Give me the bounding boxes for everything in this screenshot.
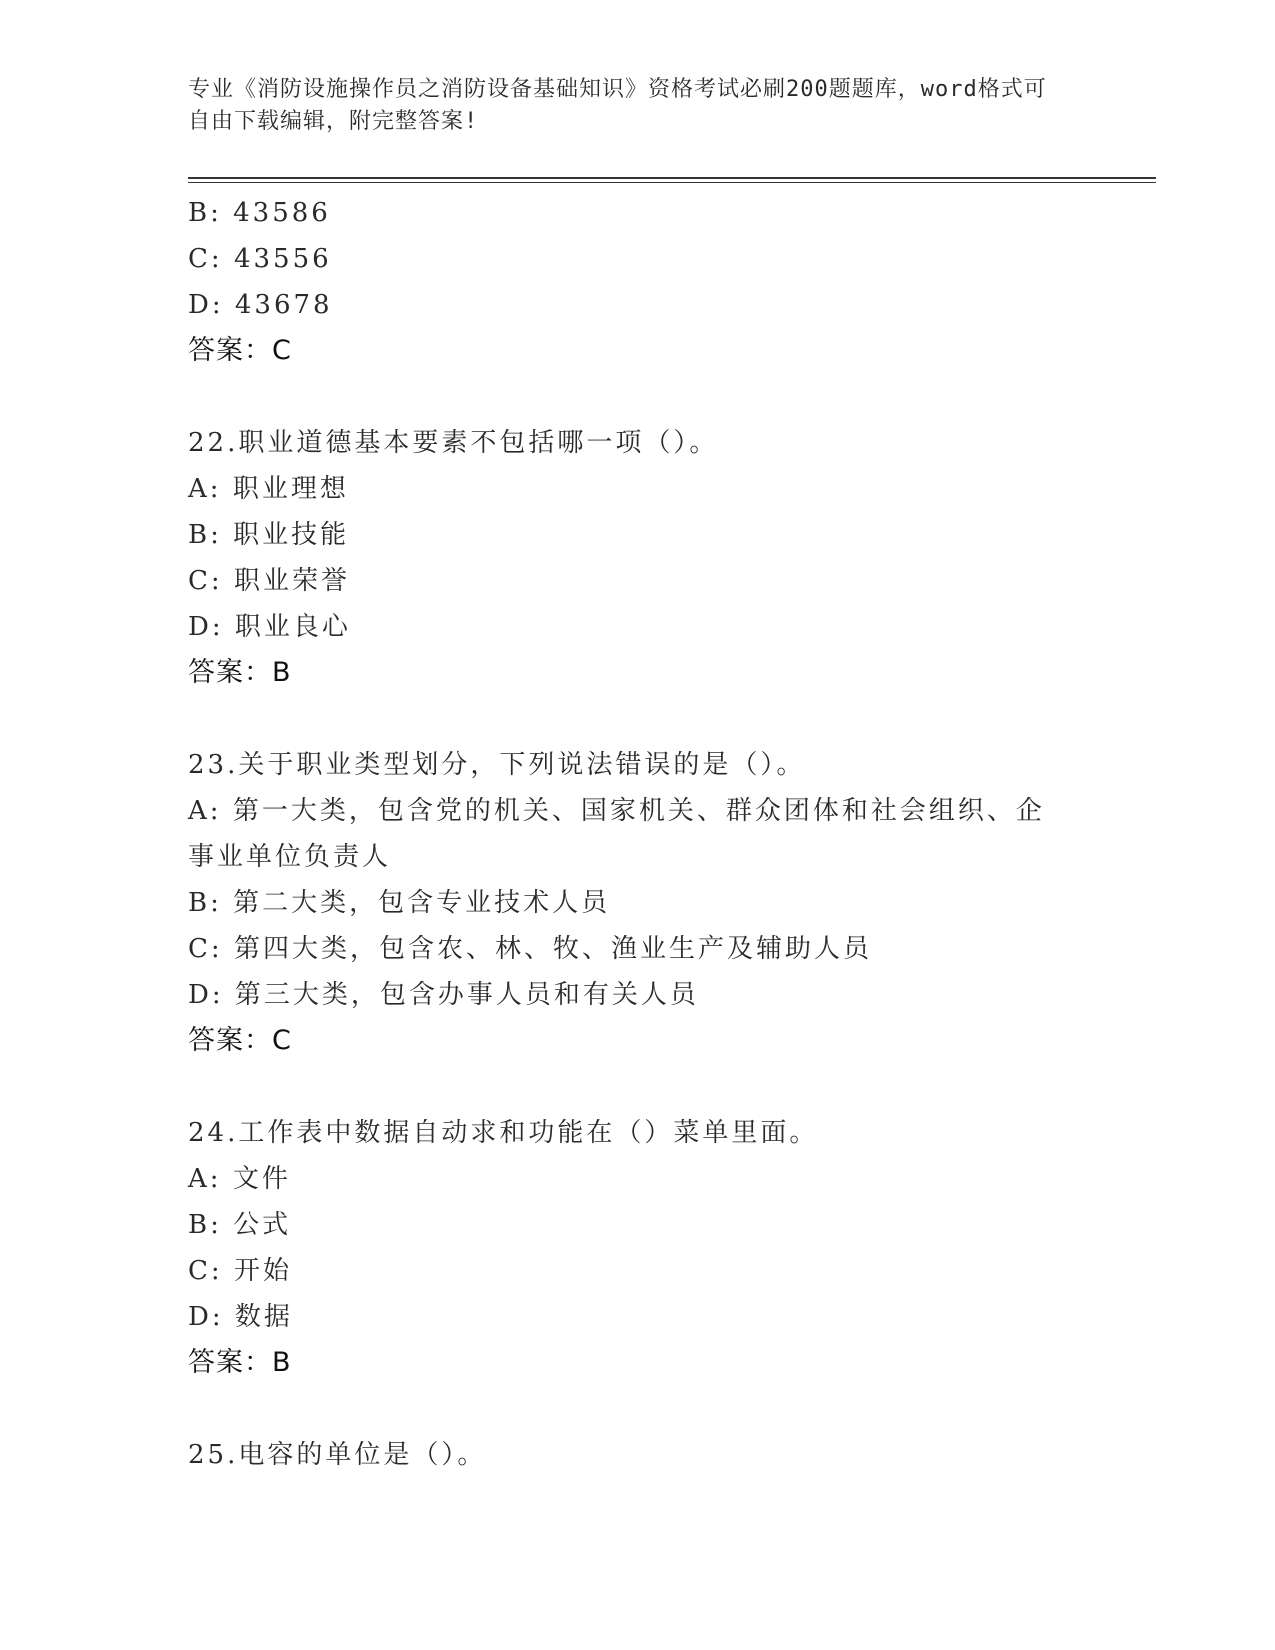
header-rule-thick bbox=[188, 177, 1156, 179]
option-a: A: 文件 bbox=[188, 1164, 291, 1194]
option-c: C: 开始 bbox=[188, 1256, 292, 1286]
document-header: 专业《消防设施操作员之消防设备基础知识》资格考试必刷200题题库，word格式可自由下载编辑，附完整答案! bbox=[188, 77, 1047, 134]
question-25 bbox=[188, 1432, 1088, 1478]
question-stem: 24.工作表中数据自动求和功能在（）菜单里面。 bbox=[188, 1118, 819, 1148]
option-c: C: 职业荣誉 bbox=[188, 566, 350, 596]
question-stem: 25.电容的单位是（）。 bbox=[188, 1440, 487, 1470]
option-a: A: 第一大类，包含党的机关、国家机关、群众团体和社会组织、企事业单位负责人 bbox=[188, 796, 1045, 872]
spacer bbox=[188, 1064, 1088, 1110]
answer-line: 答案：B bbox=[188, 1347, 292, 1378]
option-c: C: 43556 bbox=[188, 244, 332, 274]
option-b: B: 公式 bbox=[188, 1210, 292, 1240]
answer-line: 答案：C bbox=[188, 1025, 292, 1056]
option-c: C: 第四大类，包含农、林、牧、渔业生产及辅助人员 bbox=[188, 934, 872, 964]
option-b: B: 第二大类，包含专业技术人员 bbox=[188, 888, 611, 918]
question-stem: 23.关于职业类型划分，下列说法错误的是（）。 bbox=[188, 750, 806, 780]
question-24 bbox=[188, 1110, 1088, 1386]
question-list bbox=[188, 190, 1088, 1478]
option-d: D: 职业良心 bbox=[188, 612, 351, 642]
spacer bbox=[188, 1386, 1088, 1432]
option-a: A: 职业理想 bbox=[188, 474, 349, 504]
header-rule-thin bbox=[188, 182, 1156, 183]
question-stem: 22.职业道德基本要素不包括哪一项（）。 bbox=[188, 428, 719, 458]
answer-line: 答案：B bbox=[188, 657, 292, 688]
question-23 bbox=[188, 742, 1088, 1064]
spacer bbox=[188, 374, 1088, 420]
question-21-tail bbox=[188, 190, 1088, 374]
option-b: B: 43586 bbox=[188, 198, 331, 228]
option-b: B: 职业技能 bbox=[188, 520, 350, 550]
spacer bbox=[188, 696, 1088, 742]
option-d: D: 数据 bbox=[188, 1302, 293, 1332]
question-22 bbox=[188, 420, 1088, 696]
answer-line: 答案：C bbox=[188, 335, 292, 366]
option-d: D: 第三大类，包含办事人员和有关人员 bbox=[188, 980, 699, 1010]
option-d: D: 43678 bbox=[188, 290, 333, 320]
